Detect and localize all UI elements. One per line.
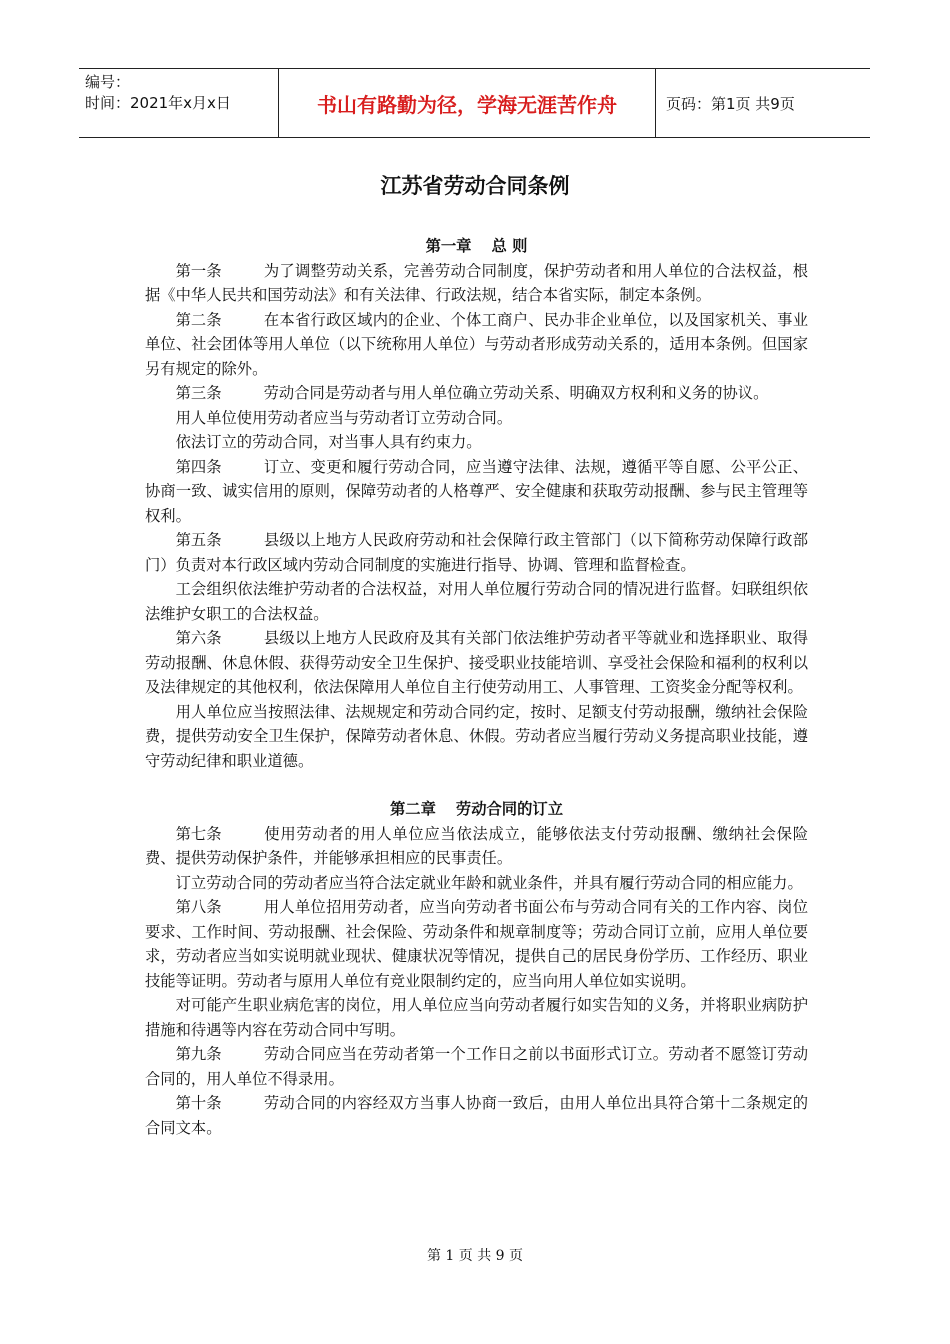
article-text: 劳动合同应当在劳动者第一个工作日之前以书面形式订立。劳动者不愿签订劳动合同的，用人单位不得录用。: [145, 1045, 808, 1088]
header-meta: [79, 69, 279, 137]
chapter-name: 总 则: [491, 237, 528, 255]
article-label: 第七条: [175, 824, 222, 843]
article-label: 第四条: [175, 457, 222, 476]
article-text: 用人单位招用劳动者，应当向劳动者书面公布与劳动合同有关的工作内容、岗位要求、工作时间、劳动报酬、社会保险、劳动条件和规章制度等；劳动合同订立前，应用人单位要求，劳动者应当如实说明就业现状、健康状况等情况，提供自己的居民身份学历、工作经历、职业技能等证明。劳动者与原用人单位有竞业限制约定的，应当向用人单位如实说明。: [145, 898, 808, 990]
article-1: [145, 259, 808, 308]
article-label: 第九条: [175, 1045, 222, 1063]
article-text: 在本省行政区域内的企业、个体工商户、民办非企业单位，以及国家机关、事业单位、社会团体等用人单位（以下统称用人单位）与劳动者形成劳动关系的，适用本条例。但国家另有规定的除外。: [145, 310, 808, 378]
article-label: 第二条: [175, 310, 222, 329]
article-3: [145, 381, 808, 406]
article-5-paragraph-2: 工会组织依法维护劳动者的合法权益，对用人单位履行劳动合同的情况进行监督。妇联组织依法维护女职工的合法权益。: [145, 580, 808, 623]
article-text: 为了调整劳动关系，完善劳动合同制度，保护劳动者和用人单位的合法权益，根据《中华人民共和国劳动法》和有关法律、行政法规，结合本省实际，制定本条例。: [145, 261, 808, 304]
article-10: [145, 1091, 808, 1140]
article-text: 使用劳动者的用人单位应当依法成立，能够依法支付劳动报酬、缴纳社会保险费、提供劳动保护条件，并能够承担相应的民事责任。: [145, 824, 808, 867]
chapter-number: 第一章: [425, 237, 472, 255]
document-title: 江苏省劳动合同条例: [380, 174, 570, 198]
document-time-label: 时间：2021年x月x日: [85, 94, 231, 112]
article-text: 县级以上地方人民政府劳动和社会保障行政主管部门（以下简称劳动保障行政部门）负责对本行政区域内劳动合同制度的实施进行指导、协调、管理和监督检查。: [145, 531, 808, 574]
article-label: 第六条: [175, 629, 222, 647]
article-label: 第五条: [175, 531, 222, 549]
article-7-paragraph-2: 订立劳动合同的劳动者应当符合法定就业年龄和就业条件，并具有履行劳动合同的相应能力。: [175, 873, 803, 892]
header-page-code: 页码：第1页 共9页: [666, 94, 795, 113]
article-7: [145, 822, 808, 871]
article-text: 县级以上地方人民政府及其有关部门依法维护劳动者平等就业和选择职业、取得劳动报酬、休息休假、获得劳动安全卫生保护、接受职业技能培训、享受社会保险和福利的权利以及法律规定的其他权利，依法保障用人单位自主行使劳动用工、人事管理、工资奖金分配等权利。: [145, 629, 808, 696]
article-6: [145, 626, 808, 700]
article-3-paragraph-3: 依法订立的劳动合同，对当事人具有约束力。: [175, 433, 482, 451]
article-text: 订立、变更和履行劳动合同，应当遵守法律、法规，遵循平等自愿、公平公正、协商一致、诚实信用的原则，保障劳动者的人格尊严、安全健康和获取劳动报酬、参与民主管理等权利。: [145, 457, 808, 525]
article-label: 第三条: [175, 384, 222, 402]
article-8-paragraph-2: 对可能产生职业病危害的岗位，用人单位应当向劳动者履行如实告知的义务，并将职业病防护措施和待遇等内容在劳动合同中写明。: [145, 996, 808, 1039]
article-text: 劳动合同的内容经双方当事人协商一致后，由用人单位出具符合第十二条规定的合同文本。: [145, 1094, 808, 1137]
article-text: 劳动合同是劳动者与用人单位确立劳动关系、明确双方权利和义务的协议。: [263, 384, 769, 402]
document-body: [145, 234, 808, 1140]
chapter-heading: [145, 234, 808, 259]
header-slogan: 书山有路勤为径，学海无涯苦作舟: [279, 69, 656, 137]
article-6-paragraph-2: 用人单位应当按照法律、法规规定和劳动合同约定，按时、足额支付劳动报酬，缴纳社会保险费，提供劳动安全卫生保护，保障劳动者休息、休假。劳动者应当履行劳动义务提高职业技能，遵守劳动纪律和职业道德。: [145, 702, 808, 770]
chapter-name: 劳动合同的订立: [455, 800, 563, 818]
article-label: 第一条: [175, 261, 222, 280]
chapter-number: 第二章: [390, 800, 436, 818]
document-number-label: 编号：: [85, 73, 131, 91]
page-footer: 第 1 页 共 9 页: [426, 1248, 524, 1264]
chapter-heading: [145, 797, 808, 822]
article-label: 第十条: [175, 1094, 222, 1112]
article-label: 第八条: [175, 898, 222, 916]
article-9: [145, 1042, 808, 1091]
article-2: [145, 308, 808, 382]
article-5: [145, 528, 808, 577]
page-header: [79, 68, 870, 138]
article-3-paragraph-2: 用人单位使用劳动者应当与劳动者订立劳动合同。: [175, 408, 513, 427]
article-4: [145, 455, 808, 529]
article-8: [145, 895, 808, 993]
